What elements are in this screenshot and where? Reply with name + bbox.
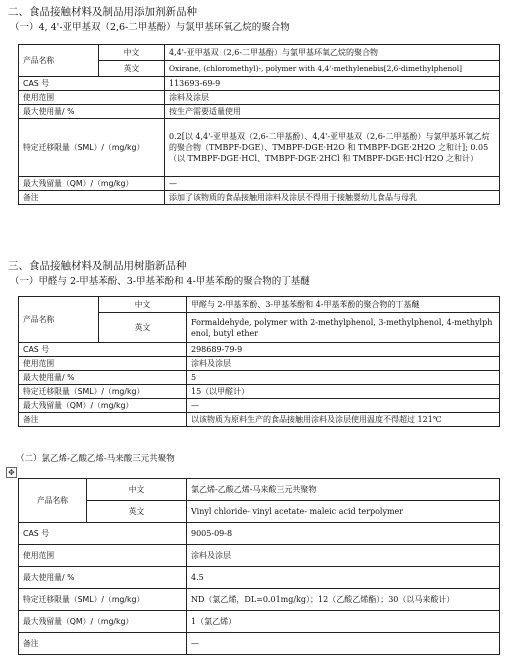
cas-value: 9005-09-8 xyxy=(187,523,500,545)
qm-value: — xyxy=(165,177,500,191)
cas-label: CAS 号 xyxy=(19,343,187,357)
note-value: 以该物质为原料生产的食品接触用涂料及涂层使用温度不得超过 121℃ xyxy=(187,413,500,427)
cas-label: CAS 号 xyxy=(19,77,165,91)
product-name-label: 产品名称 xyxy=(19,479,87,523)
sml-value: 0.2[以 4,4'-亚甲基双（2,6-二甲基酚）、4,4'-亚甲基双（2,6-二甲基酚）与氯甲基环氧乙烷的聚合物（TMBPF-DGE）、TMBPF-DGE·H2O 和 TMBPF-DGE·2H2O 之和计]; 0.05（以 TMBPF-DGE·HCl、TMBPF-DGE·2HCl 和 TMBPF-DGE·HCl·H2O 之和计） xyxy=(165,119,500,177)
scope-label: 使用范围 xyxy=(19,357,187,371)
scope-value: 涂料及涂层 xyxy=(187,357,500,371)
english-name-value: Oxirane, (chloromethyl)-, polymer with 4,4'-methylenebis[2,6-dimethylphenol] xyxy=(165,61,500,77)
english-label: 英文 xyxy=(99,313,187,343)
cas-value: 113693-69-9 xyxy=(165,77,500,91)
note-label: 备注 xyxy=(19,633,187,655)
max-use-label: 最大使用量/ % xyxy=(19,567,187,589)
product-name-label: 产品名称 xyxy=(19,45,99,77)
section-heading-resins: 三、食品接触材料及制品用树脂新品种 xyxy=(8,260,187,272)
qm-label: 最大残留量（QM）/（mg/kg） xyxy=(19,611,187,633)
subsection-heading-3: （二）氯乙烯-乙酸乙烯-马来酸三元共聚物 xyxy=(16,454,175,464)
scope-label: 使用范围 xyxy=(19,91,165,105)
max-use-value: 按生产需要适量使用 xyxy=(165,105,500,119)
sml-value: ND（氯乙烯，DL=0.01mg/kg）；12（乙酸乙烯酯）；30（以马来酸计） xyxy=(187,589,500,611)
max-use-value: 5 xyxy=(187,371,500,385)
chinese-name-value: 4,4'-亚甲基双（2,6-二甲基酚）与氯甲基环氧乙烷的聚合物 xyxy=(165,45,500,61)
cas-value: 298689-79-9 xyxy=(187,343,500,357)
chinese-label: 中文 xyxy=(99,45,165,61)
chinese-name-value: 氯乙烯-乙酸乙烯-马来酸三元共聚物 xyxy=(187,479,500,501)
resin-table-1 xyxy=(18,296,500,427)
max-use-value: 4.5 xyxy=(187,567,500,589)
section-heading-additives: 二、食品接触材料及制品用添加剂新品种 xyxy=(8,6,197,18)
sml-label: 特定迁移限量（SML）/（mg/kg） xyxy=(19,119,165,177)
chinese-label: 中文 xyxy=(99,297,187,313)
qm-label: 最大残留量（QM）/（mg/kg） xyxy=(19,177,165,191)
sml-label: 特定迁移限量（SML）/（mg/kg） xyxy=(19,385,187,399)
note-label: 备注 xyxy=(19,191,165,205)
subsection-heading-2: （一）甲醛与 2-甲基苯酚、3-甲基苯酚和 4-甲基苯酚的聚合物的丁基醚 xyxy=(10,276,310,287)
cas-label: CAS 号 xyxy=(19,523,187,545)
note-label: 备注 xyxy=(19,413,187,427)
subsection-heading-1: （一）4, 4'-亚甲基双（2,6-二甲基酚）与氯甲基环氧乙烷的聚合物 xyxy=(10,22,290,33)
scope-value: 涂料及涂层 xyxy=(187,545,500,567)
chinese-name-value: 甲醛与 2-甲基苯酚、3-甲基苯酚和 4-甲基苯酚的聚合物的丁基醚 xyxy=(187,297,500,313)
table-move-handle-icon[interactable]: ✥ xyxy=(6,467,17,478)
note-value: 添加了该物质的食品接触用涂料及涂层不得用于接触婴幼儿食品与母乳 xyxy=(165,191,500,205)
product-name-label: 产品名称 xyxy=(19,297,99,343)
qm-value: 1（氯乙烯） xyxy=(187,611,500,633)
scope-label: 使用范围 xyxy=(19,545,187,567)
english-name-value: Vinyl chloride- vinyl acetate- maleic acid terpolymer xyxy=(187,501,500,523)
english-label: 英文 xyxy=(87,501,187,523)
qm-label: 最大残留量（QM）/（mg/kg） xyxy=(19,399,187,413)
resin-table-2 xyxy=(18,478,500,655)
scope-value: 涂料及涂层 xyxy=(165,91,500,105)
qm-value: — xyxy=(187,399,500,413)
sml-value: 15（以甲醛计） xyxy=(187,385,500,399)
english-name-value: Formaldehyde, polymer with 2-methylphenol, 3-methylphenol, 4-methylphenol, butyl ether xyxy=(187,313,500,343)
additive-table xyxy=(18,44,500,205)
sml-label: 特定迁移限量（SML）/（mg/kg） xyxy=(19,589,187,611)
max-use-label: 最大使用量/ % xyxy=(19,371,187,385)
max-use-label: 最大使用量/ % xyxy=(19,105,165,119)
note-value: — xyxy=(187,633,500,655)
chinese-label: 中文 xyxy=(87,479,187,501)
english-label: 英文 xyxy=(99,61,165,77)
